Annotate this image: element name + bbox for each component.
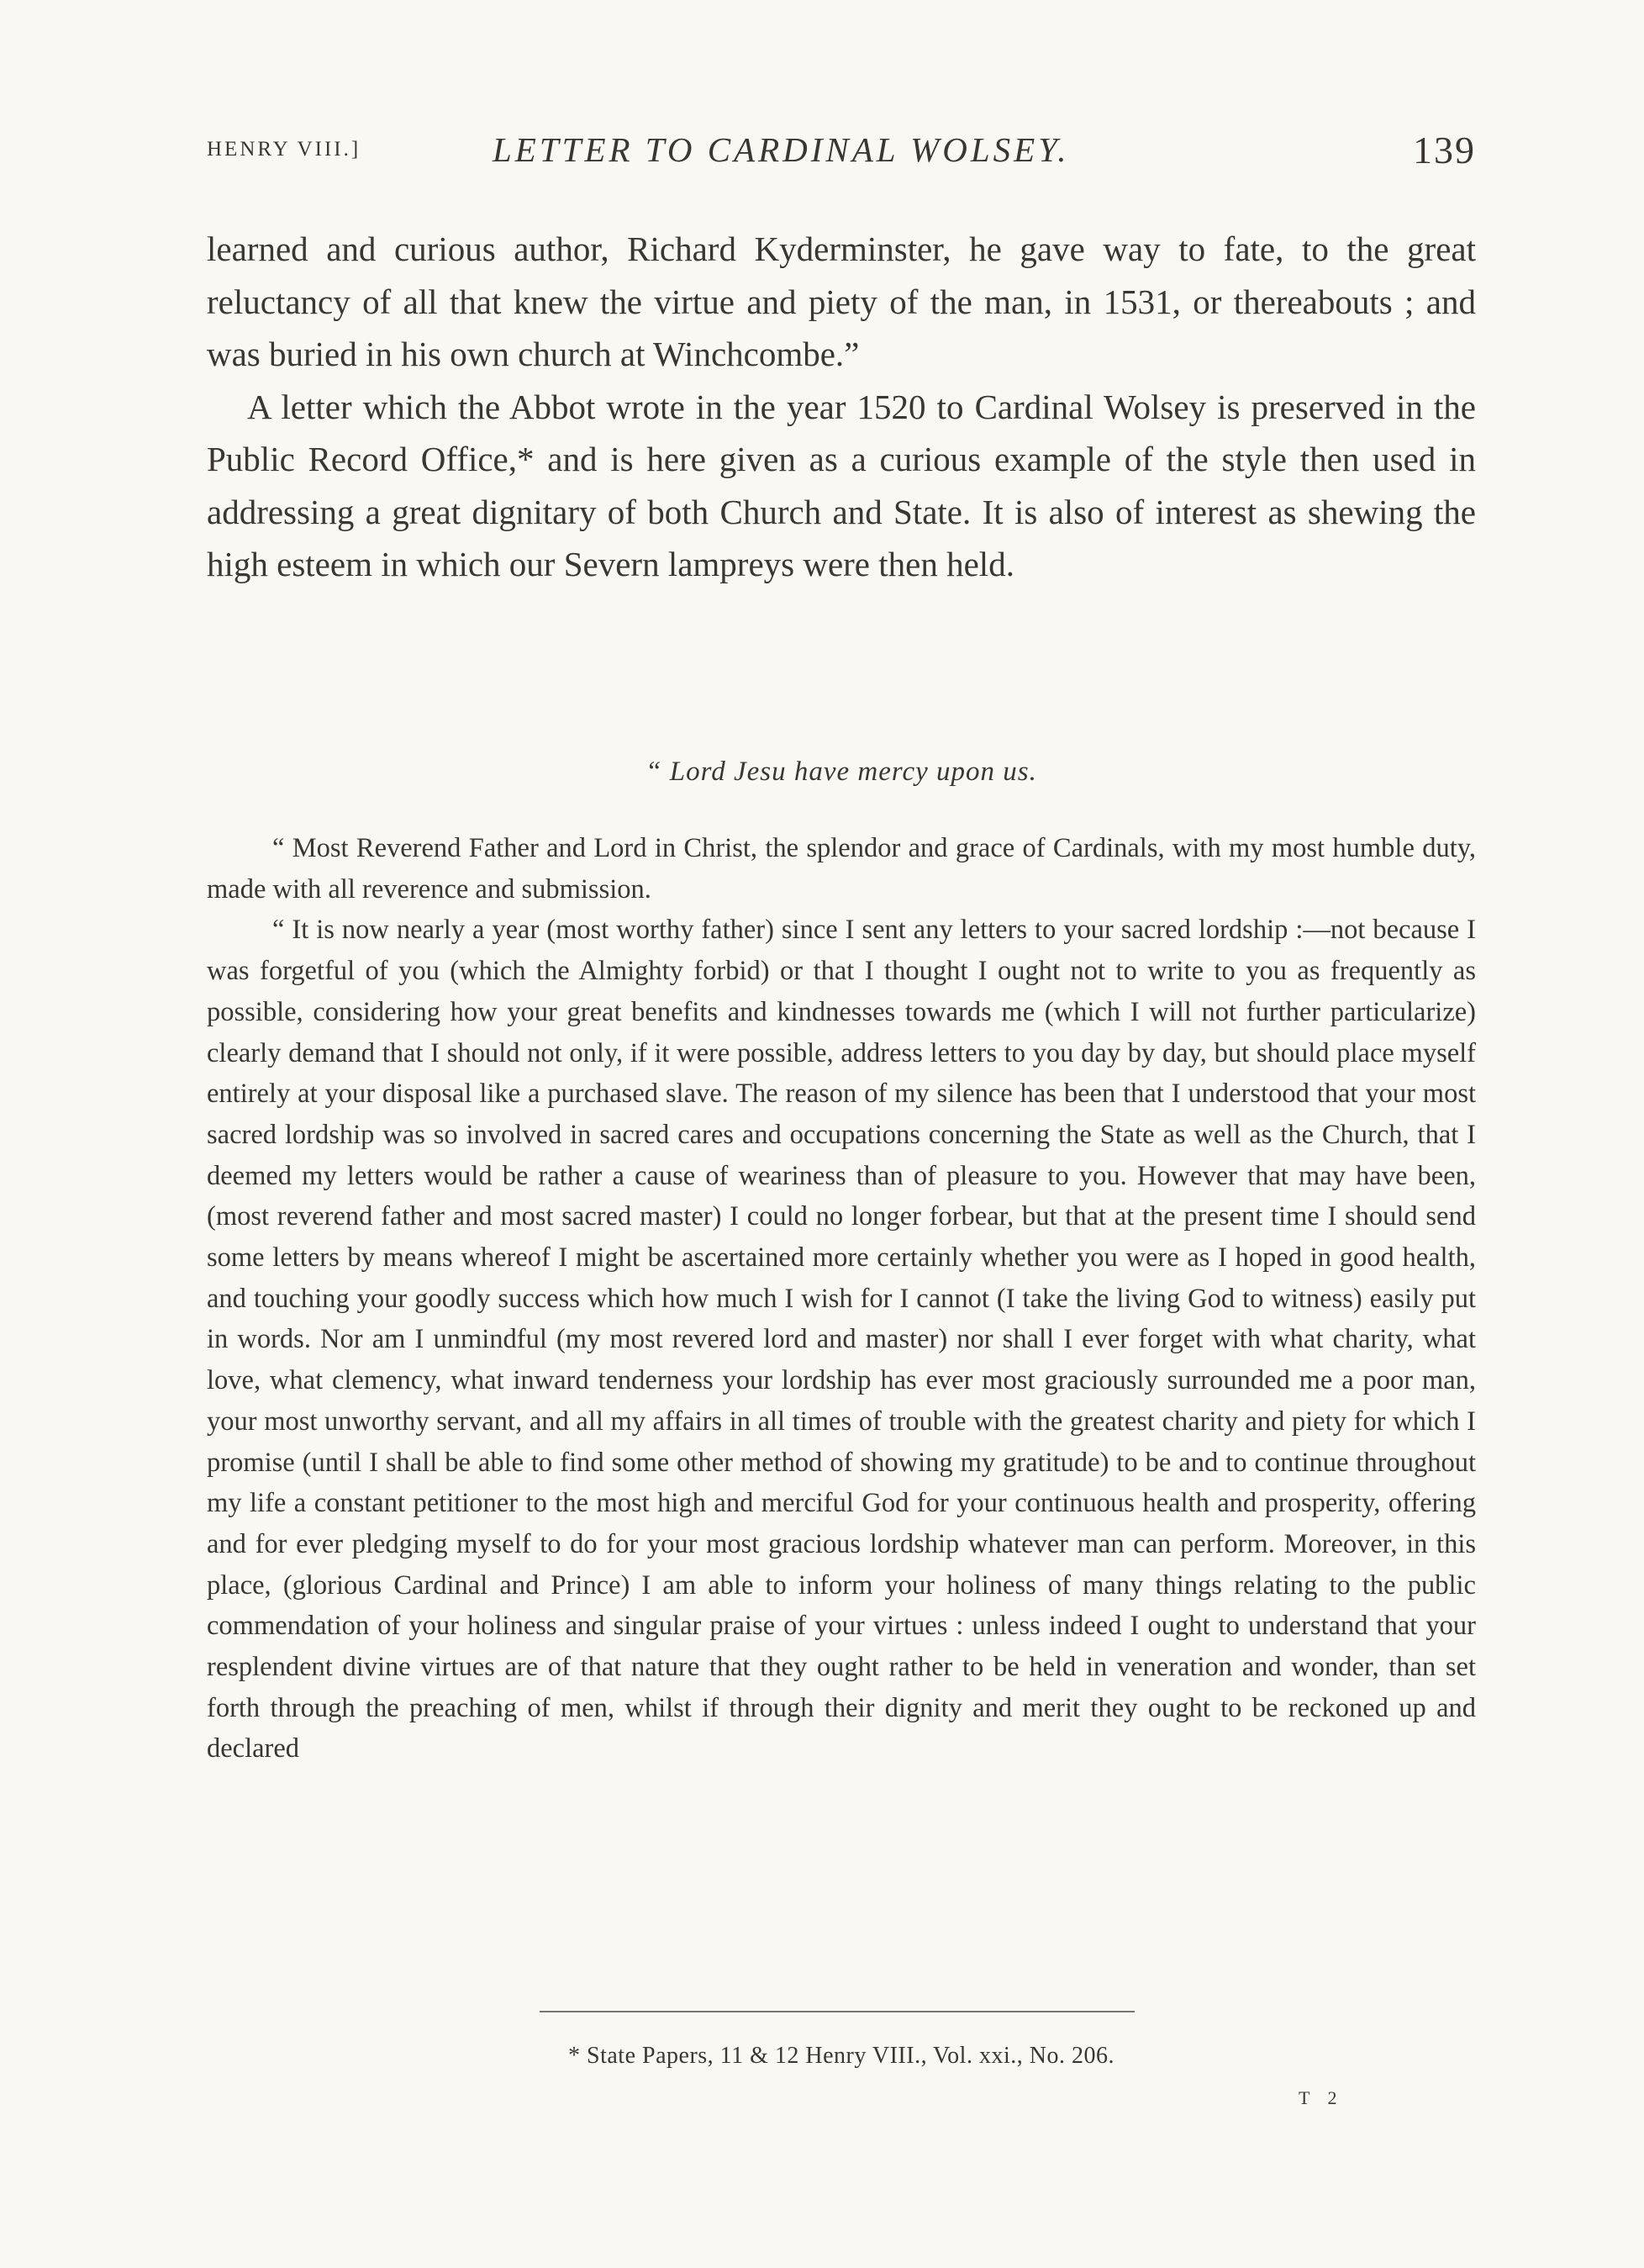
body-paragraph: learned and curious author, Richard Kyderminster, he gave way to fate, to the great reluctancy of all that knew the virtue and piety of the man, in 1531, or thereabouts ; and was buried in his own church at Winchcombe.” xyxy=(207,229,1476,373)
footnote-divider xyxy=(540,2011,1135,2012)
running-header xyxy=(207,126,1476,177)
footnote: * State Papers, 11 & 12 Henry VIII., Vol. xxi., No. 206. xyxy=(568,2043,1114,2069)
body-text xyxy=(207,223,1476,591)
letter-invocation: “ Lord Jesu have mercy upon us. xyxy=(645,757,1037,787)
body-paragraph: A letter which the Abbot wrote in the year 1520 to Cardinal Wolsey is preserved in the Public Record Office,* and is here given as a curious example of the style then used in addressing a great dignitary of both Church and State. It is also of interest as shewing the high esteem in which our Severn lampreys were then held. xyxy=(207,387,1476,583)
header-reign: HENRY VIII.] xyxy=(207,138,361,161)
header-title: LETTER TO CARDINAL WOLSEY. xyxy=(493,130,1070,169)
letter-paragraph: “ Most Reverend Father and Lord in Christ, the splendor and grace of Cardinals, with my most humble duty, made with all reverence and submission. xyxy=(207,833,1476,905)
quoted-letter xyxy=(207,828,1476,1770)
signature-mark: T 2 xyxy=(1299,2087,1344,2108)
letter-paragraph: “ It is now nearly a year (most worthy father) since I sent any letters to your sacred lordship :—not because I was forgetful of you (which the Almighty forbid) or that I thought I ought not to write to you as frequently as possible, considering how your great benefits and kindnesses towards me (which I will not further particularize) clearly demand that I should not only, if it were possible, address letters to you day by day, but should place myself entirely at your disposal like a purchased slave. The reason of my silence has been that I understood that your most sacred lordship was so involved in sacred cares and occupations concerning the State as well as the Church, that I deemed my letters would be rather a cause of weariness than of pleasure to you. However that may have been, (most reverend father and most sacred master) I could no longer forbear, but that at the present time I should send some letters by means whereof I might be ascertained more certainly whether you were as I hoped in good health, and touching your goodly success which how much I wish for I cannot (I take the living God to witness) easily put in words. Nor am I unmindful (my most revered lord and master) nor shall I ever forget with what charity, what love, what clemency, what inward tenderness your lordship has ever most graciously surrounded me a poor man, your most unworthy servant, and all my affairs in all times of trouble with the greatest charity and piety for which I promise (until I shall be able to find some other method of showing my gratitude) to be and to continue throughout my life a constant petitioner to the most high and merciful God for your continuous health and prosperity, offering and for ever pledging myself to do for your most gracious lordship whatever man can perform. Moreover, in this place, (glorious Cardinal and Prince) I am able to inform your holiness of many things relating to the public commendation of your holiness and singular praise of your virtues : unless indeed I ought to understand that your resplendent divine virtues are of that nature that they ought rather to be held in veneration and wonder, than set forth through the preaching of men, whilst if through their dignity and merit they ought to be reckoned up and declared xyxy=(207,915,1476,1764)
page-number: 139 xyxy=(1413,129,1476,171)
